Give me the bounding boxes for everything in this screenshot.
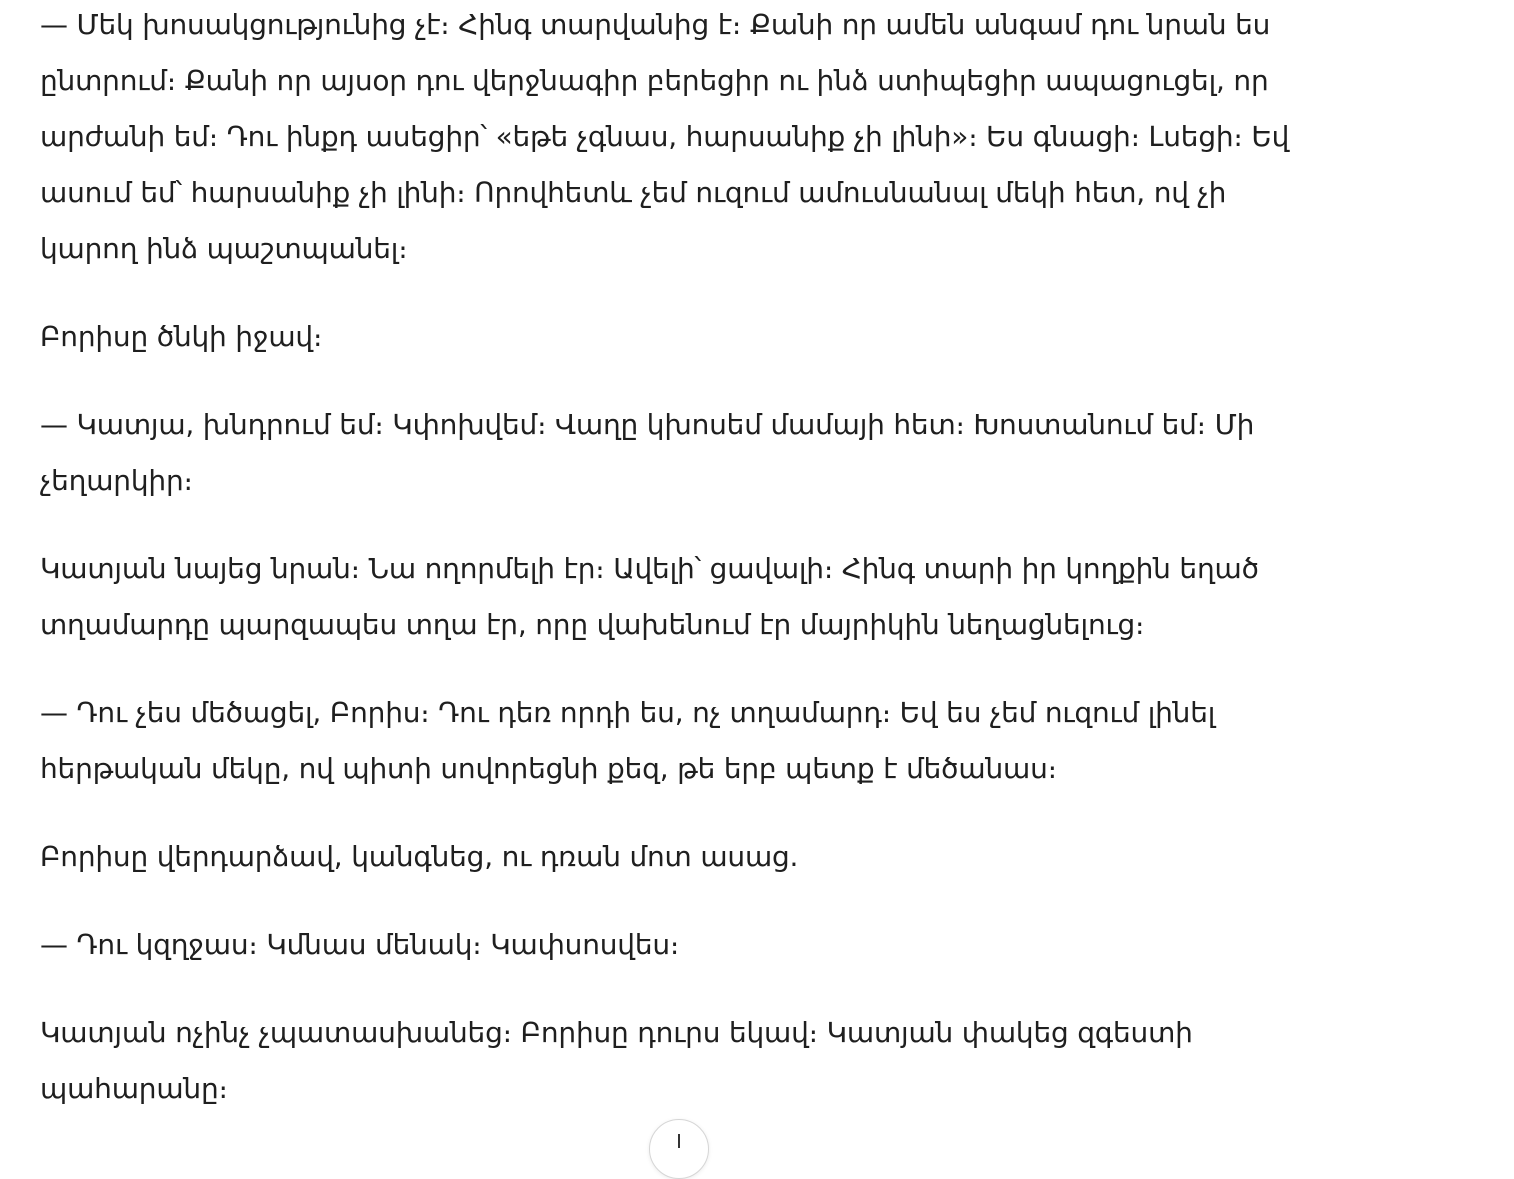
paragraph: Բորիսը ծնկի իջավ։ [40,320,323,353]
paragraph: Կատյան նայեց նրան։ Նա ողորմելի էր։ Ավելի՝ ցավալի։ Հինգ տարի իր կողքին եղած տղամարդը պարզապես տղա էր, որը վախենում էր մայրիկին նեղացնելուց։ [40,552,1259,641]
paragraph: — Մեկ խոսակցությունից չէ։ Հինգ տարվանից է։ Քանի որ ամեն անգամ դու նրան ես ընտրում։ Քանի որ այսօր դու վերջնագիր բերեցիր ու ինձ ստիպեցիր ապացուցել, որ արժանի եմ։ Դու ինքդ ասեցիր՝ «եթե չգնաս, հարսանիք չի լինի»։ Ես գնացի։ Լսեցի։ Եվ ասում եմ՝ հարսանիք չի լինի։ Որովհետև չեմ ուզում ամուսնանալ մեկի հետ, ով չի կարող ինձ պաշտպանել։ [40,8,1290,265]
paragraph: — Դու կզղջաս։ Կմնաս մենակ։ Կափսոսվես։ [40,928,680,961]
arrow-down-icon [678,1134,680,1148]
article-body [40,0,1330,1149]
paragraph: Բորիսը վերդարձավ, կանգնեց, ու դռան մոտ ասաց. [40,840,799,873]
paragraph: — Դու չես մեծացել, Բորիս։ Դու դեռ որդի ես, ոչ տղամարդ։ Եվ ես չեմ ուզում լինել հերթական մեկը, ով պիտի սովորեցնի քեզ, թե երբ պետք է մեծանաս։ [40,696,1216,785]
paragraph: — Կատյա, խնդրում եմ։ Կփոխվեմ։ Վաղը կխոսեմ մամայի հետ։ Խոստանում եմ։ Մի չեղարկիր։ [40,408,1255,497]
scroll-down-button[interactable] [649,1119,709,1179]
paragraph: Կատյան ոչինչ չպատասխանեց։ Բորիսը դուրս եկավ։ Կատյան փակեց զգեստի պահարանը։ [40,1016,1193,1105]
